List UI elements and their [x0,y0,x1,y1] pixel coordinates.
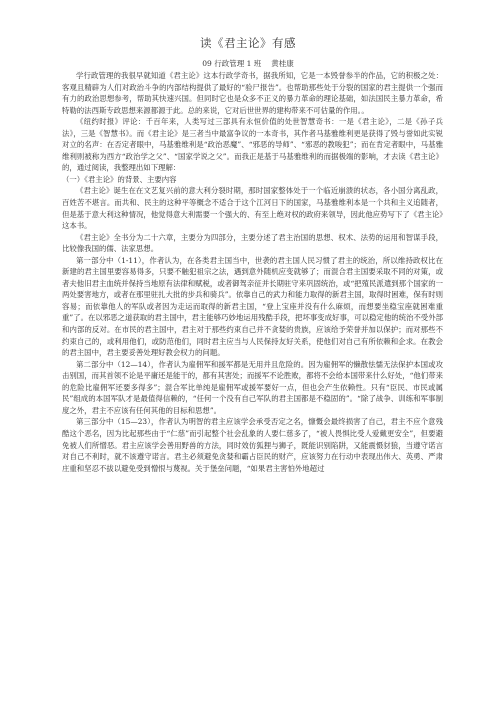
paragraph: 《君主论》全书分为二十六章，主要分为四部分，主要分述了君主治国的思想、权术、法势的运用和智谋手段，比较像我国的儒、法家思想。 [62,232,443,254]
page-title: 读《君主论》有感 [200,36,296,50]
paragraph: 第三部分中（15—23），作者认为明智的君主应该学会承受否定之名，慷慨会最终损害了自己，君主不应个意残酷这个恶名，因为比起那些由于“仁慈”而引起整个社会乱象的人要仁慈多了，“被人畏惧比受人爱戴更安全”，但要避免被人们所憎恶。君主应该学会善用野兽的方法，同时效仿狐狸与狮子，既能识别陷阱，又能震慑豺狼，当遵守诺言对自己不利时，就不该遵守诺言。君主必须避免贪婪和霸占臣民的财产，应该努力在行动中表现出伟大、英勇、严肃庄重和坚忍不拔以避免受到憎恨与蔑视。关于堡垒问题，“如果君主害怕外地超过 [62,417,443,473]
paragraph: 第二部分中（12—14），作者认为雇佣军和援军都是无用并且危险的。因为雇佣军的懒散怯懦无法保护本国或攻击别国，而其首领不论是平庸还是能干的，都有其害处；而援军不论胜败，都将不会给本国带来什么好处，“他们带来的危险比雇佣军还要多得多”；混合军比单纯是雇佣军或援军要好一点，但也会产生依赖性。只有“臣民、市民或属民”组成的本国军队才是最值得信赖的，“任何一个没有自己军队的君主国都是不稳固的”。“除了战争、训练和军事制度之外，君主不应该有任何其他的目标和思想”。 [62,359,443,415]
paragraph: 《君主论》诞生在在文艺复兴前的意大利分裂时期，那时国家整体处于一个临近崩溃的状态，各小国分离乱政，百姓苦不堪言。而共和、民主的这种平等概念不适合于这个江河日下的国家，马基雅维利本是一个共和主义追随者，但是基于意大利这种情况，他觉得意大利需要一个强大的、有至上绝对权的政府来领导，因此他应势写下了《君主论》这本书。 [62,186,443,231]
byline [0,58,496,69]
paragraph: 第一部分中（1-11），作者认为，在各类君主国当中，世袭的君主国人民习惯了君主的统治，所以维持政权比在新建的君主国里要容易得多，只要不触犯祖宗之法，遇到意外随机应变就够了；而混合君主国要采取不同的对策，或者夫他旧君主血统并保持当地原有法律和赋税，或者御驾亲征并长期驻守来巩固统治，或“把殖民派遣到那个国家的一两处要害地方，或者在那里驻扎大批的步兵和骑兵”。依靠自己的武力和能力取得的新君主国，取得时困难，保有时则容易；而依靠他人的军队或者因为走运而取得的新君主国，“登上宝座并没有什么麻烦，而想要坐稳宝座就困难重重”了。在以邪恶之道获取的君主国中，君主能够巧妙地运用残酷手段，把坏事变成好事，可以稳定他的统治不受外部和内部的反对。在市民的君主国中，君主对于那些约束自己并不贪婪的贵族，应该给予荣誉并加以保护；而对那些不约束自己的，或利用他们，或防范他们，同时君主应当与人民保持友好关系，使他们对自己有所依赖和企求。在教会的君主国中，君主要妥善处理好教会权力的问题。 [62,255,443,358]
article-body [62,70,443,474]
author-name: 黄桂康 [271,59,294,68]
paragraph: 《纽约时报》评论：千百年来，人类写过三部具有永恒价值的处世智慧奇书：一是《君主论》，二是《孙子兵法》，三是《智慧书》。而《君主论》是三者当中最富争议的一本奇书，其作者马基雅维利更是获得了毁与誉如此实锐对立的名声：在否定者眼中，马基雅维利是“政治恶魔”、“邪恶的导师”、“邪恶的教唆犯”；而在肯定者眼中，马基雅维利则被称为西方“政治学之父”、“国家学说之父”。而我正是基于马基雅维利的而据极端的影响，才去读《君主论》的，通过阅读，我整理出如下理解： [62,117,443,173]
class-label: 09 行政管理 1 班 [202,59,262,68]
paragraph: 学行政管理的我很早就知道《君主论》这本行政学奇书，据我所知，它是一本毁誉参半的作品，它的积极之处：客观且精辟为人们对政治斗争的内部结构提供了最好的“验尸报告”。也帮助那些处于分裂的国家的君主提供一个强而有力的政治思想参考，帮助其快速兴国。但同时它也是众多不正义的暴力革命的理论基础，如法国民主暴力革命，希特勒的法西斯专政思想来源都源于此。总的来说，它对后世世界的建构带来不可估量的作用。。 [62,71,443,115]
section-heading: （一）《君主论》的背景、主要内容 [62,174,177,184]
